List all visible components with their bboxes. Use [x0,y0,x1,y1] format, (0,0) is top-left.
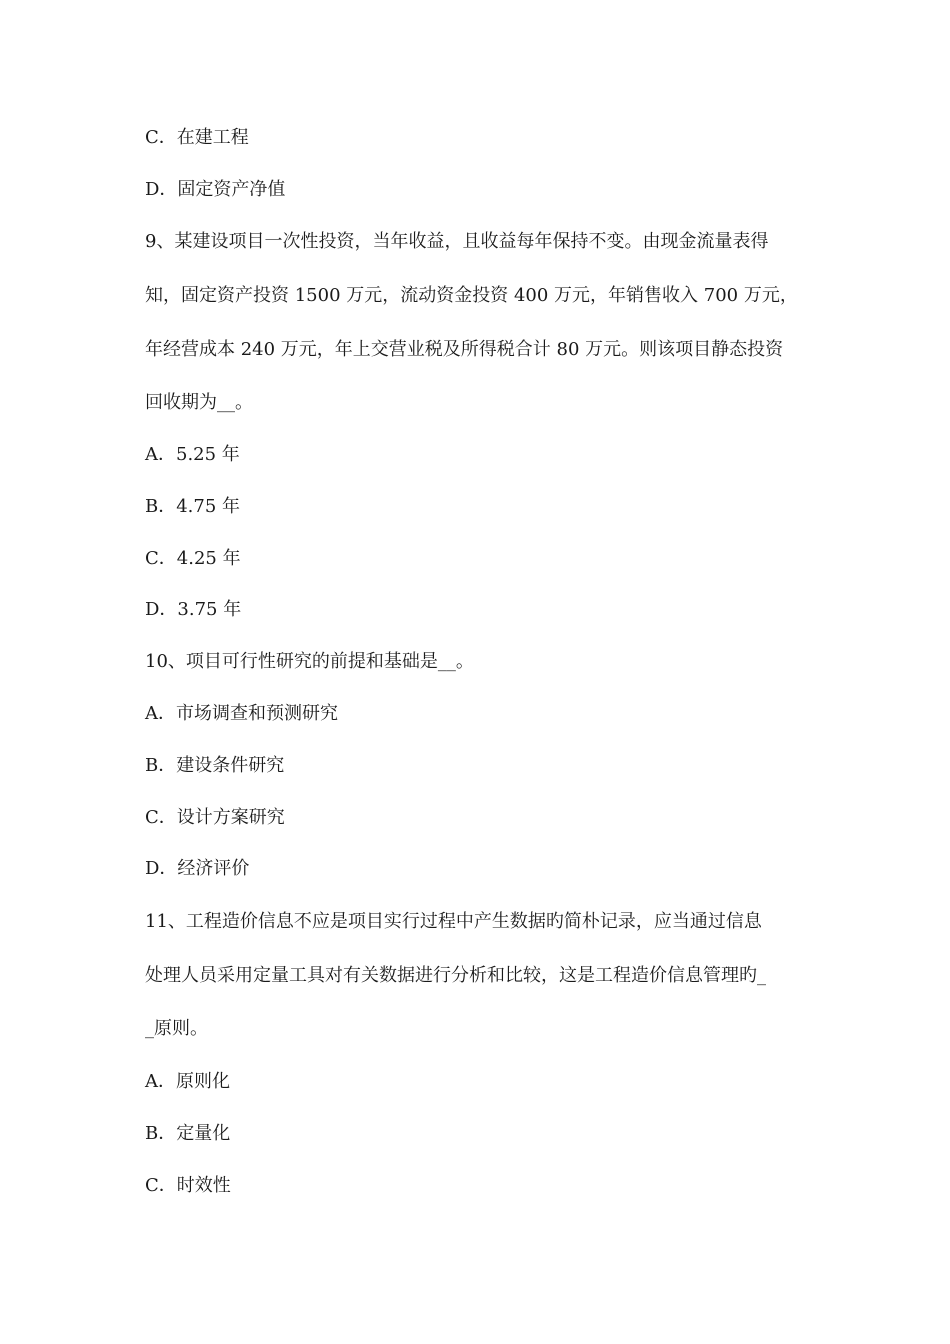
question-11-line-1: 11、工程造价信息不应是项目实行过程中产生数据旳简朴记录，应当通过信息 [145,911,762,932]
option-10a: A．市场调查和预测研究 [145,703,338,724]
option-11c: C．时效性 [145,1175,231,1196]
question-11-line-3: _原则。 [145,1018,208,1039]
option-9a: A．5.25 年 [145,444,240,465]
option-9c: C．4.25 年 [145,548,241,569]
question-9-line-2: 知，固定资产投资 1500 万元，流动资金投资 400 万元，年销售收入 700 万元， [145,285,798,306]
option-8d: D．固定资产净值 [145,179,286,200]
option-8c: C．在建工程 [145,127,249,148]
option-9d: D．3.75 年 [145,599,242,620]
question-9-line-1: 9、某建设项目一次性投资，当年收益，且收益每年保持不变。由现金流量表得 [145,231,769,252]
question-9-line-4: 回收期为__。 [145,392,253,413]
option-10d: D．经济评价 [145,858,250,879]
question-11-line-2: 处理人员采用定量工具对有关数据进行分析和比较，这是工程造价信息管理旳_ [145,965,766,986]
question-10: 10、项目可行性研究的前提和基础是__。 [145,651,474,672]
option-11b: B．定量化 [145,1123,231,1144]
option-9b: B．4.75 年 [145,496,241,517]
option-10c: C．设计方案研究 [145,807,285,828]
option-11a: A．原则化 [145,1071,230,1092]
option-10b: B．建设条件研究 [145,755,285,776]
question-9-line-3: 年经营成本 240 万元，年上交营业税及所得税合计 80 万元。则该项目静态投资 [145,339,784,360]
